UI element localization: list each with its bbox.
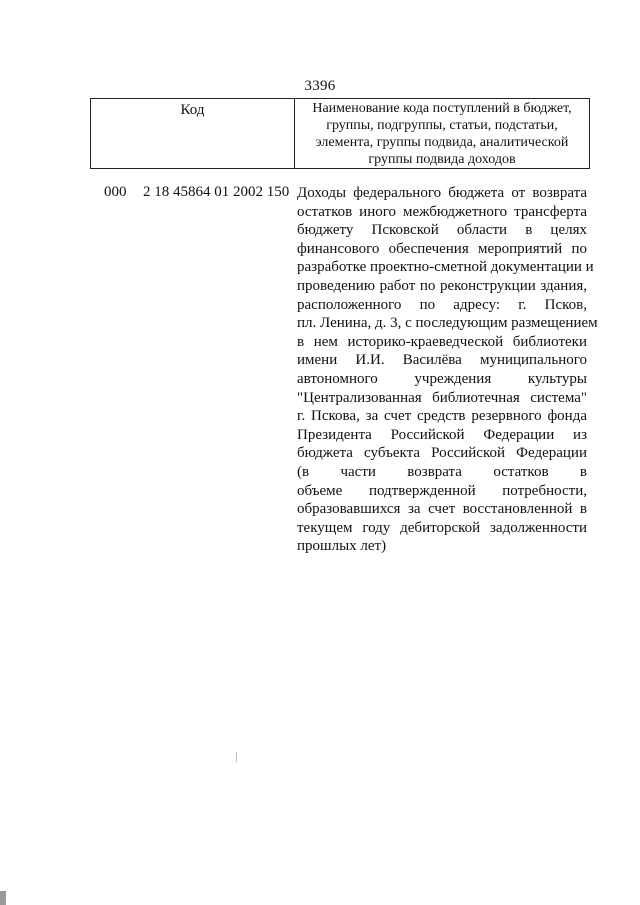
scan-edge-mark xyxy=(0,891,6,905)
admin-code: 000 xyxy=(104,184,127,200)
description-line: объеме подтвержденной потребности, xyxy=(297,482,587,499)
description-line: г. Пскова, за счет средств резервного фонда xyxy=(297,408,587,425)
description-line: проведению работ по реконструкции здания, xyxy=(297,277,587,294)
description-line: бюджета субъекта Российской Федерации xyxy=(297,445,587,462)
description-line: имени И.И. Василёва муниципального xyxy=(297,352,587,369)
header-name-line: элемента, группы подвида, аналитической xyxy=(315,135,569,150)
description-line: Президента Российской Федерации из xyxy=(297,426,587,443)
header-name-cell xyxy=(295,99,589,168)
description-line: (в части возврата остатков в xyxy=(297,463,587,480)
table-header xyxy=(90,98,590,169)
description-line: текущем году дебиторской задолженности xyxy=(297,519,587,536)
description-line: прошлых лет) xyxy=(297,538,387,555)
header-name-line: Наименование кода поступлений в бюджет, xyxy=(312,101,572,116)
page-number: 3396 xyxy=(304,78,336,94)
description-line: разработке проектно-сметной документации и xyxy=(297,259,594,276)
header-name-line: группы подвида доходов xyxy=(368,152,516,167)
header-name-line: группы, подгруппы, статьи, подстатьи, xyxy=(326,118,558,133)
description-line: в нем историко-краеведческой библиотеки xyxy=(297,333,587,350)
description-line: финансового обеспечения мероприятий по xyxy=(297,240,587,257)
description-line: бюджету Псковской области в целях xyxy=(297,222,587,239)
description-line: расположенного по адресу: г. Псков, xyxy=(297,296,587,313)
description-line: автономного учреждения культуры xyxy=(297,370,587,387)
description-line: Доходы федерального бюджета от возврата xyxy=(297,185,587,201)
description-line: пл. Ленина, д. 3, с последующим размещением xyxy=(297,315,598,332)
description-line: остатков иного межбюджетного трансферта xyxy=(297,203,587,220)
description-line: "Централизованная библиотечная система" xyxy=(297,389,587,406)
revenue-code: 2 18 45864 01 2002 150 xyxy=(143,184,290,200)
revenue-description xyxy=(297,184,598,556)
description-line: образовавшихся за счет восстановленной в xyxy=(297,501,587,518)
scan-speck xyxy=(236,752,237,762)
header-code-cell: Код xyxy=(91,99,295,168)
